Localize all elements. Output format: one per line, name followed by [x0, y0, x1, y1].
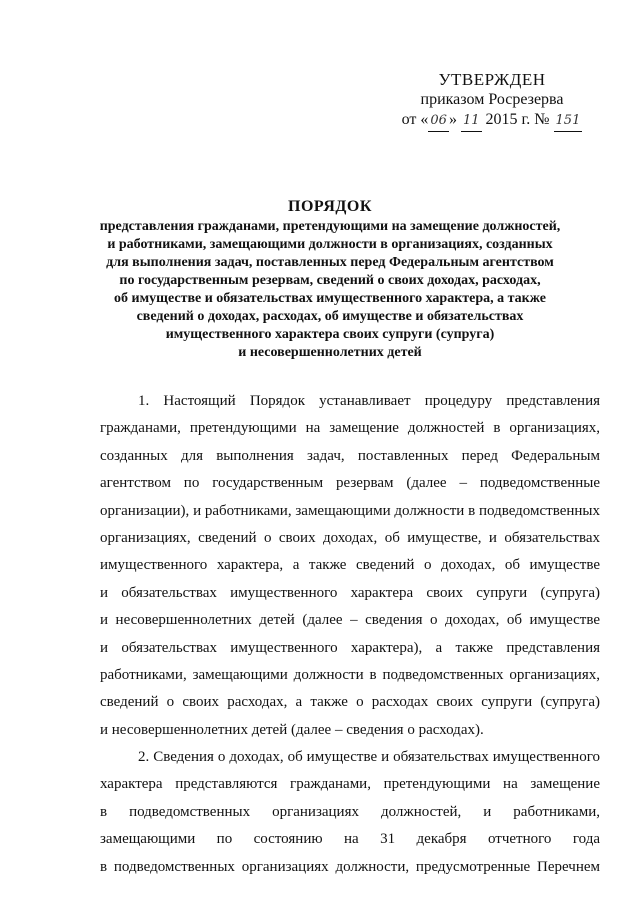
document-title: [60, 196, 600, 362]
title-line: для выполнения задач, поставленных перед Федеральным агентством: [106, 255, 554, 270]
paragraph-2-line: 2. Сведения о доходах, об имуществе и обязательствах имущественного: [138, 749, 600, 766]
paragraph-2-line: замещающими по состоянию на 31 декабря отчетного года: [100, 831, 600, 848]
paragraph-2-line: характера представляются гражданами, претендующими на замещение: [100, 776, 600, 793]
title-line: и работниками, замещающими должности в организациях, созданных: [107, 237, 553, 252]
date-mid: »: [448, 111, 461, 128]
title-line: и несовершеннолетних детей: [238, 345, 422, 360]
title-line: об имуществе и обязательствах имущественного характера, а также: [114, 291, 546, 306]
date-month-handwritten: 11: [461, 111, 482, 132]
approval-title: УТВЕРЖДЕН: [438, 70, 546, 89]
paragraph-1-line: сведений о своих расходах, а также о расходах своих супруги (супруга): [100, 694, 600, 711]
approval-by: приказом Росрезерва: [420, 91, 564, 108]
date-prefix: от «: [401, 111, 429, 128]
paragraph-1-line: и несовершеннолетних детей (далее – сведения о расходах).: [100, 721, 484, 738]
paragraph-1-line: организациях, сведений о своих доходах, об имуществе, и обязательствах: [100, 529, 600, 546]
paragraph-2-line: в подведомственных организациях должности, предусмотренные Перечнем: [100, 858, 600, 875]
paragraph-1-line: имущественного характера, а также сведений о доходах, об имуществе: [100, 557, 600, 574]
paragraph-1-line: агентством по государственным резервам (далее – подведомственные: [100, 475, 600, 492]
title-main: ПОРЯДОК: [288, 198, 372, 215]
title-line: по государственным резервам, сведений о своих доходах, расходах,: [119, 273, 541, 288]
document-body: [100, 388, 600, 881]
paragraph-1-line: и обязательствах имущественного характера своих супруги (супруга): [100, 584, 600, 601]
paragraph-1-line: 1. Настоящий Порядок устанавливает процедуру представления: [138, 393, 600, 409]
title-line: сведений о доходах, расходах, об имуществе и обязательствах: [136, 309, 524, 324]
paragraph-1-line: работниками, замещающими должности в подведомственных организациях,: [100, 666, 600, 683]
paragraph-2-line: в подведомственных организациях должностей, и работниками,: [100, 803, 600, 820]
paragraph-1-line: и несовершеннолетних детей (далее – сведения о доходах, об имуществе: [100, 612, 600, 629]
approval-date-line: [372, 110, 612, 132]
title-line: представления гражданами, претендующими на замещение должностей,: [99, 219, 561, 234]
date-year: 2015 г. №: [481, 111, 554, 128]
paragraph-1-line: гражданами, претендующими на замещение должностей в организациях,: [100, 420, 600, 437]
paragraph-1-line: организации), и работниками, замещающими должности в подведомственных: [100, 502, 600, 519]
title-line: имущественного характера своих супруги (супруга): [165, 327, 495, 342]
date-day-handwritten: 06: [428, 111, 449, 132]
paragraph-1-line: созданных для выполнения задач, поставленных перед Федеральным: [100, 447, 600, 464]
paragraph-1-line: и обязательствах имущественного характера), а также представления: [100, 639, 600, 656]
order-number-handwritten: 151: [554, 111, 583, 132]
approval-stamp: [372, 70, 612, 132]
